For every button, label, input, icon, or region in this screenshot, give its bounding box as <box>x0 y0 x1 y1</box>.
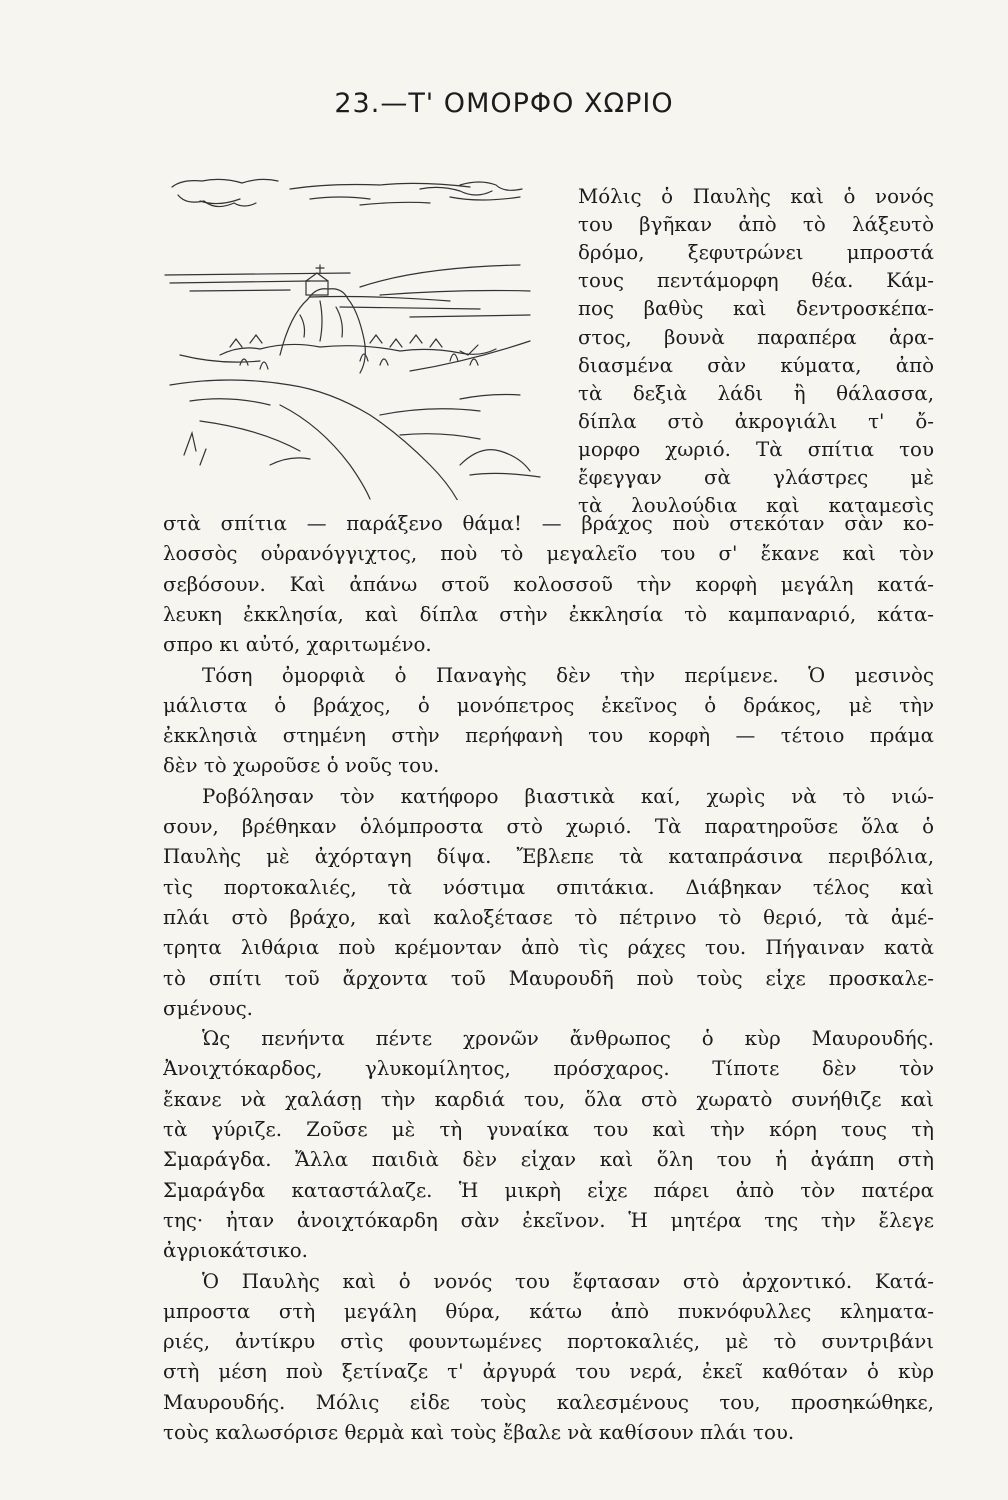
text-line: λευκη ἐκκλησία, καὶ δίπλα στὴν ἐκκλησία τὸ καμπαναριό, κάτα- <box>163 603 934 626</box>
text-line: τους πεντάμορφη θέα. Κάμ- <box>578 270 934 293</box>
text-line: τὰ δεξιὰ λάδι ἢ θάλασσα, <box>578 382 934 405</box>
text-line: λοσσὸς οὐρανόγγιχτος, ποὺ τὸ μεγαλεῖο του σ' ἔκανε καὶ τὸν <box>163 543 934 566</box>
text-line: Μαυρουδής. Μόλις εἶδε τοὺς καλεσμένους του, προσηκώθηκε, <box>163 1391 934 1414</box>
text-line: μάλιστα ὁ βράχος, ὁ μονόπετρος ἐκεῖνος ὁ δράκος, μὲ τὴν <box>163 694 934 717</box>
text-line: δρόμο, ξεφυτρώνει μπροστά <box>578 242 934 265</box>
text-line: Τόση ὀμορφιὰ ὁ Παναγὴς δὲν τὴν περίμενε. Ὁ μεσινὸς <box>202 664 934 687</box>
text-line: Σμαράγδα. Ἄλλα παιδιὰ δὲν εἶχαν καὶ ὅλη του ἡ ἀγάπη στὴ <box>163 1149 934 1172</box>
text-line: σουν, βρέθηκαν ὁλόμπροστα στὸ χωριό. Τὰ παρατηροῦσε ὅλα ὁ <box>163 816 934 838</box>
text-line: ἐκκλησιὰ στημένη στὴν περήφανὴ του κορφὴ — τέτοιο πράμα <box>163 725 934 748</box>
text-line: τὰ γύριζε. Ζοῦσε μὲ τὴ γυναίκα του καὶ τὴν κόρη τους τὴ <box>163 1119 934 1141</box>
text-line: πος βαθὺς καὶ δεντροσκέπα- <box>578 298 934 321</box>
text-line: δίπλα στὸ ἀκρογιάλι τ' ὄ- <box>578 410 934 433</box>
text-line: πλάι στὸ βράχο, καὶ καλοξέτασε τὸ πέτρινο τὸ θεριό, τὰ ἀμέ- <box>163 906 934 929</box>
text-line: τὶς πορτοκαλιές, τὰ νόστιμα σπιτάκια. Διάβηκαν τέλος καὶ <box>163 876 934 899</box>
text-line: Παυλὴς μὲ ἀχόρταγη δίψα. Ἔβλεπε τὰ καταπράσινα περιβόλια, <box>163 846 934 869</box>
text-line: δὲν τὸ χωροῦσε ὁ νοῦς του. <box>163 755 440 778</box>
text-line: Ὁ Παυλὴς καὶ ὁ νονός του ἔφτασαν στὸ ἀρχοντικό. Κατά- <box>202 1270 934 1293</box>
text-line: τὸ σπίτι τοῦ ἄρχοντα τοῦ Μαυρουδῆ ποὺ τοὺς εἶχε προσκαλε- <box>163 967 934 990</box>
text-line: σμένους. <box>163 997 253 1020</box>
text-line: του βγῆκαν ἀπὸ τὸ λάξευτὸ <box>578 214 934 237</box>
text-line: μπροστα στὴ μεγάλη θύρα, κάτω ἀπὸ πυκνόφυλλες κληματα- <box>163 1300 934 1323</box>
village-illustration <box>160 175 560 500</box>
chapter-title: 23.—Τ' ΟΜΟΡΦΟ ΧΩΡΙΟ <box>334 88 674 119</box>
text-line: Μόλις ὁ Παυλὴς καὶ ὁ νονός <box>578 186 934 208</box>
text-line: σεβόσουν. Καὶ ἀπάνω στοῦ κολοσσοῦ τὴν κορφὴ μεγάλη κατά- <box>163 573 934 596</box>
text-line: τὰ λουλούδια καὶ καταμεσὶς <box>578 495 934 518</box>
text-line: στος, βουνὰ παραπέρα ἀρα- <box>578 326 934 349</box>
text-line: μορφο χωριό. Τὰ σπίτια του <box>578 438 934 461</box>
text-line: ριές, ἀντίκρυ στὶς φουντωμένες πορτοκαλιές, μὲ τὸ συντριβάνι <box>163 1331 934 1354</box>
text-line: ἔκανε νὰ χαλάσῃ τὴν καρδιά του, ὅλα στὸ χωρατὸ συνήθιζε καὶ <box>163 1088 934 1111</box>
text-line: Σμαράγδα καταστάλαζε. Ἡ μικρὴ εἶχε πάρει ἀπὸ τὸν πατέρα <box>163 1179 934 1202</box>
text-line: ἀγριοκάτσικο. <box>163 1240 308 1263</box>
text-line: τρητα λιθάρια ποὺ κρέμονταν ἀπὸ τὶς ράχες του. Πήγαιναν κατὰ <box>163 937 934 960</box>
text-line: Ροβόλησαν τὸν κατήφορο βιαστικὰ καί, χωρὶς νὰ τὸ νιώ- <box>202 785 934 808</box>
text-line: Ὡς πενήντα πέντε χρονῶν ἄνθρωπος ὁ κὺρ Μαυρουδής. <box>202 1028 934 1051</box>
text-line: Ἀνοιχτόκαρδος, γλυκομίλητος, πρόσχαρος. Τίποτε δὲν τὸν <box>163 1058 934 1081</box>
text-line: ἔφεγγαν σὰ γλάστρες μὲ <box>578 467 934 489</box>
text-line: στὰ σπίτια — παράξενο θάμα! — βράχος ποὺ στεκόταν σὰν κο- <box>163 513 934 535</box>
text-line: στὴ μέση ποὺ ξετίναζε τ' ἀργυρά του νερά, ἐκεῖ καθόταν ὁ κὺρ <box>163 1361 934 1384</box>
text-line: διασμένα σὰν κύματα, ἀπὸ <box>578 354 934 377</box>
text-line: της· ἦταν ἀνοιχτόκαρδη σὰν ἐκεῖνον. Ἡ μητέρα της τὴν ἔλεγε <box>163 1209 934 1232</box>
text-line: σπρο κι αὐτό, χαριτωμένο. <box>163 634 432 657</box>
text-line: τοὺς καλωσόρισε θερμὰ καὶ τοὺς ἔβαλε νὰ καθίσουν πλάι του. <box>163 1422 795 1444</box>
